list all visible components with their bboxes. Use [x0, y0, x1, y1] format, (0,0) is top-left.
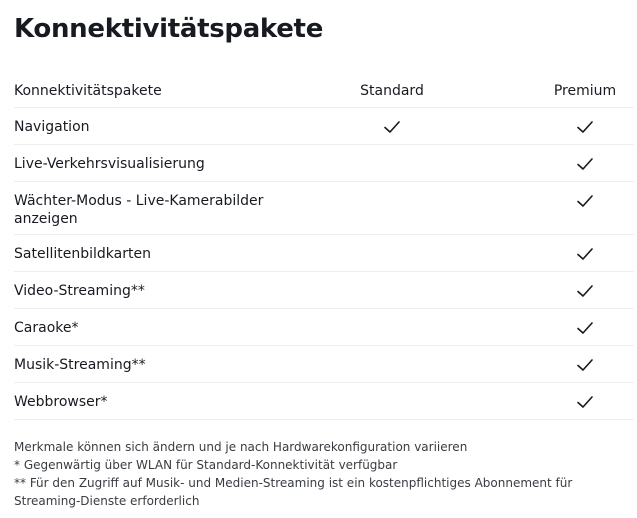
- feature-name: Video-Streaming**: [14, 283, 145, 299]
- column-header-standard: Standard: [360, 83, 424, 99]
- footnote-line: Merkmale können sich ändern und je nach Hardwarekonfiguration variieren: [14, 440, 468, 454]
- checkmark-icon: [575, 192, 595, 210]
- feature-name: Satellitenbildkarten: [14, 246, 151, 262]
- checkmark-icon: [575, 319, 595, 337]
- feature-name: Webbrowser*: [14, 394, 108, 410]
- table-row: [14, 272, 634, 309]
- checkmark-icon: [575, 118, 595, 136]
- feature-name: Live-Verkehrsvisualisierung: [14, 156, 205, 172]
- table-row: [14, 346, 634, 383]
- checkmark-icon: [382, 118, 402, 136]
- footnotes: [14, 438, 634, 510]
- checkmark-icon: [575, 356, 595, 374]
- column-header-feature: Konnektivitätspakete: [14, 83, 162, 99]
- feature-name: Caraoke*: [14, 320, 79, 336]
- table-row: [14, 108, 634, 145]
- table-row: [14, 145, 634, 182]
- feature-name: Musik-Streaming**: [14, 357, 146, 373]
- table-row: [14, 383, 634, 420]
- checkmark-icon: [575, 282, 595, 300]
- comparison-table: [14, 70, 634, 420]
- checkmark-icon: [575, 393, 595, 411]
- footnote-line: * Gegenwärtig über WLAN für Standard-Konnektivität verfügbar: [14, 458, 398, 472]
- checkmark-icon: [575, 245, 595, 263]
- table-header-row: [14, 70, 634, 108]
- page-title: Konnektivitätspakete: [14, 14, 324, 44]
- footnote-line: Streaming-Dienste erforderlich: [14, 494, 200, 508]
- table-row: [14, 182, 634, 235]
- feature-name: Navigation: [14, 119, 90, 135]
- feature-name: Wächter-Modus - Live-Kamerabilder anzeigen: [14, 193, 264, 227]
- footnote-line: ** Für den Zugriff auf Musik- und Medien-Streaming ist ein kostenpflichtiges Abonnement für: [14, 476, 573, 490]
- table-body: [14, 108, 634, 420]
- column-header-premium: Premium: [553, 83, 617, 99]
- table-row: [14, 309, 634, 346]
- table-row: [14, 235, 634, 272]
- checkmark-icon: [575, 155, 595, 173]
